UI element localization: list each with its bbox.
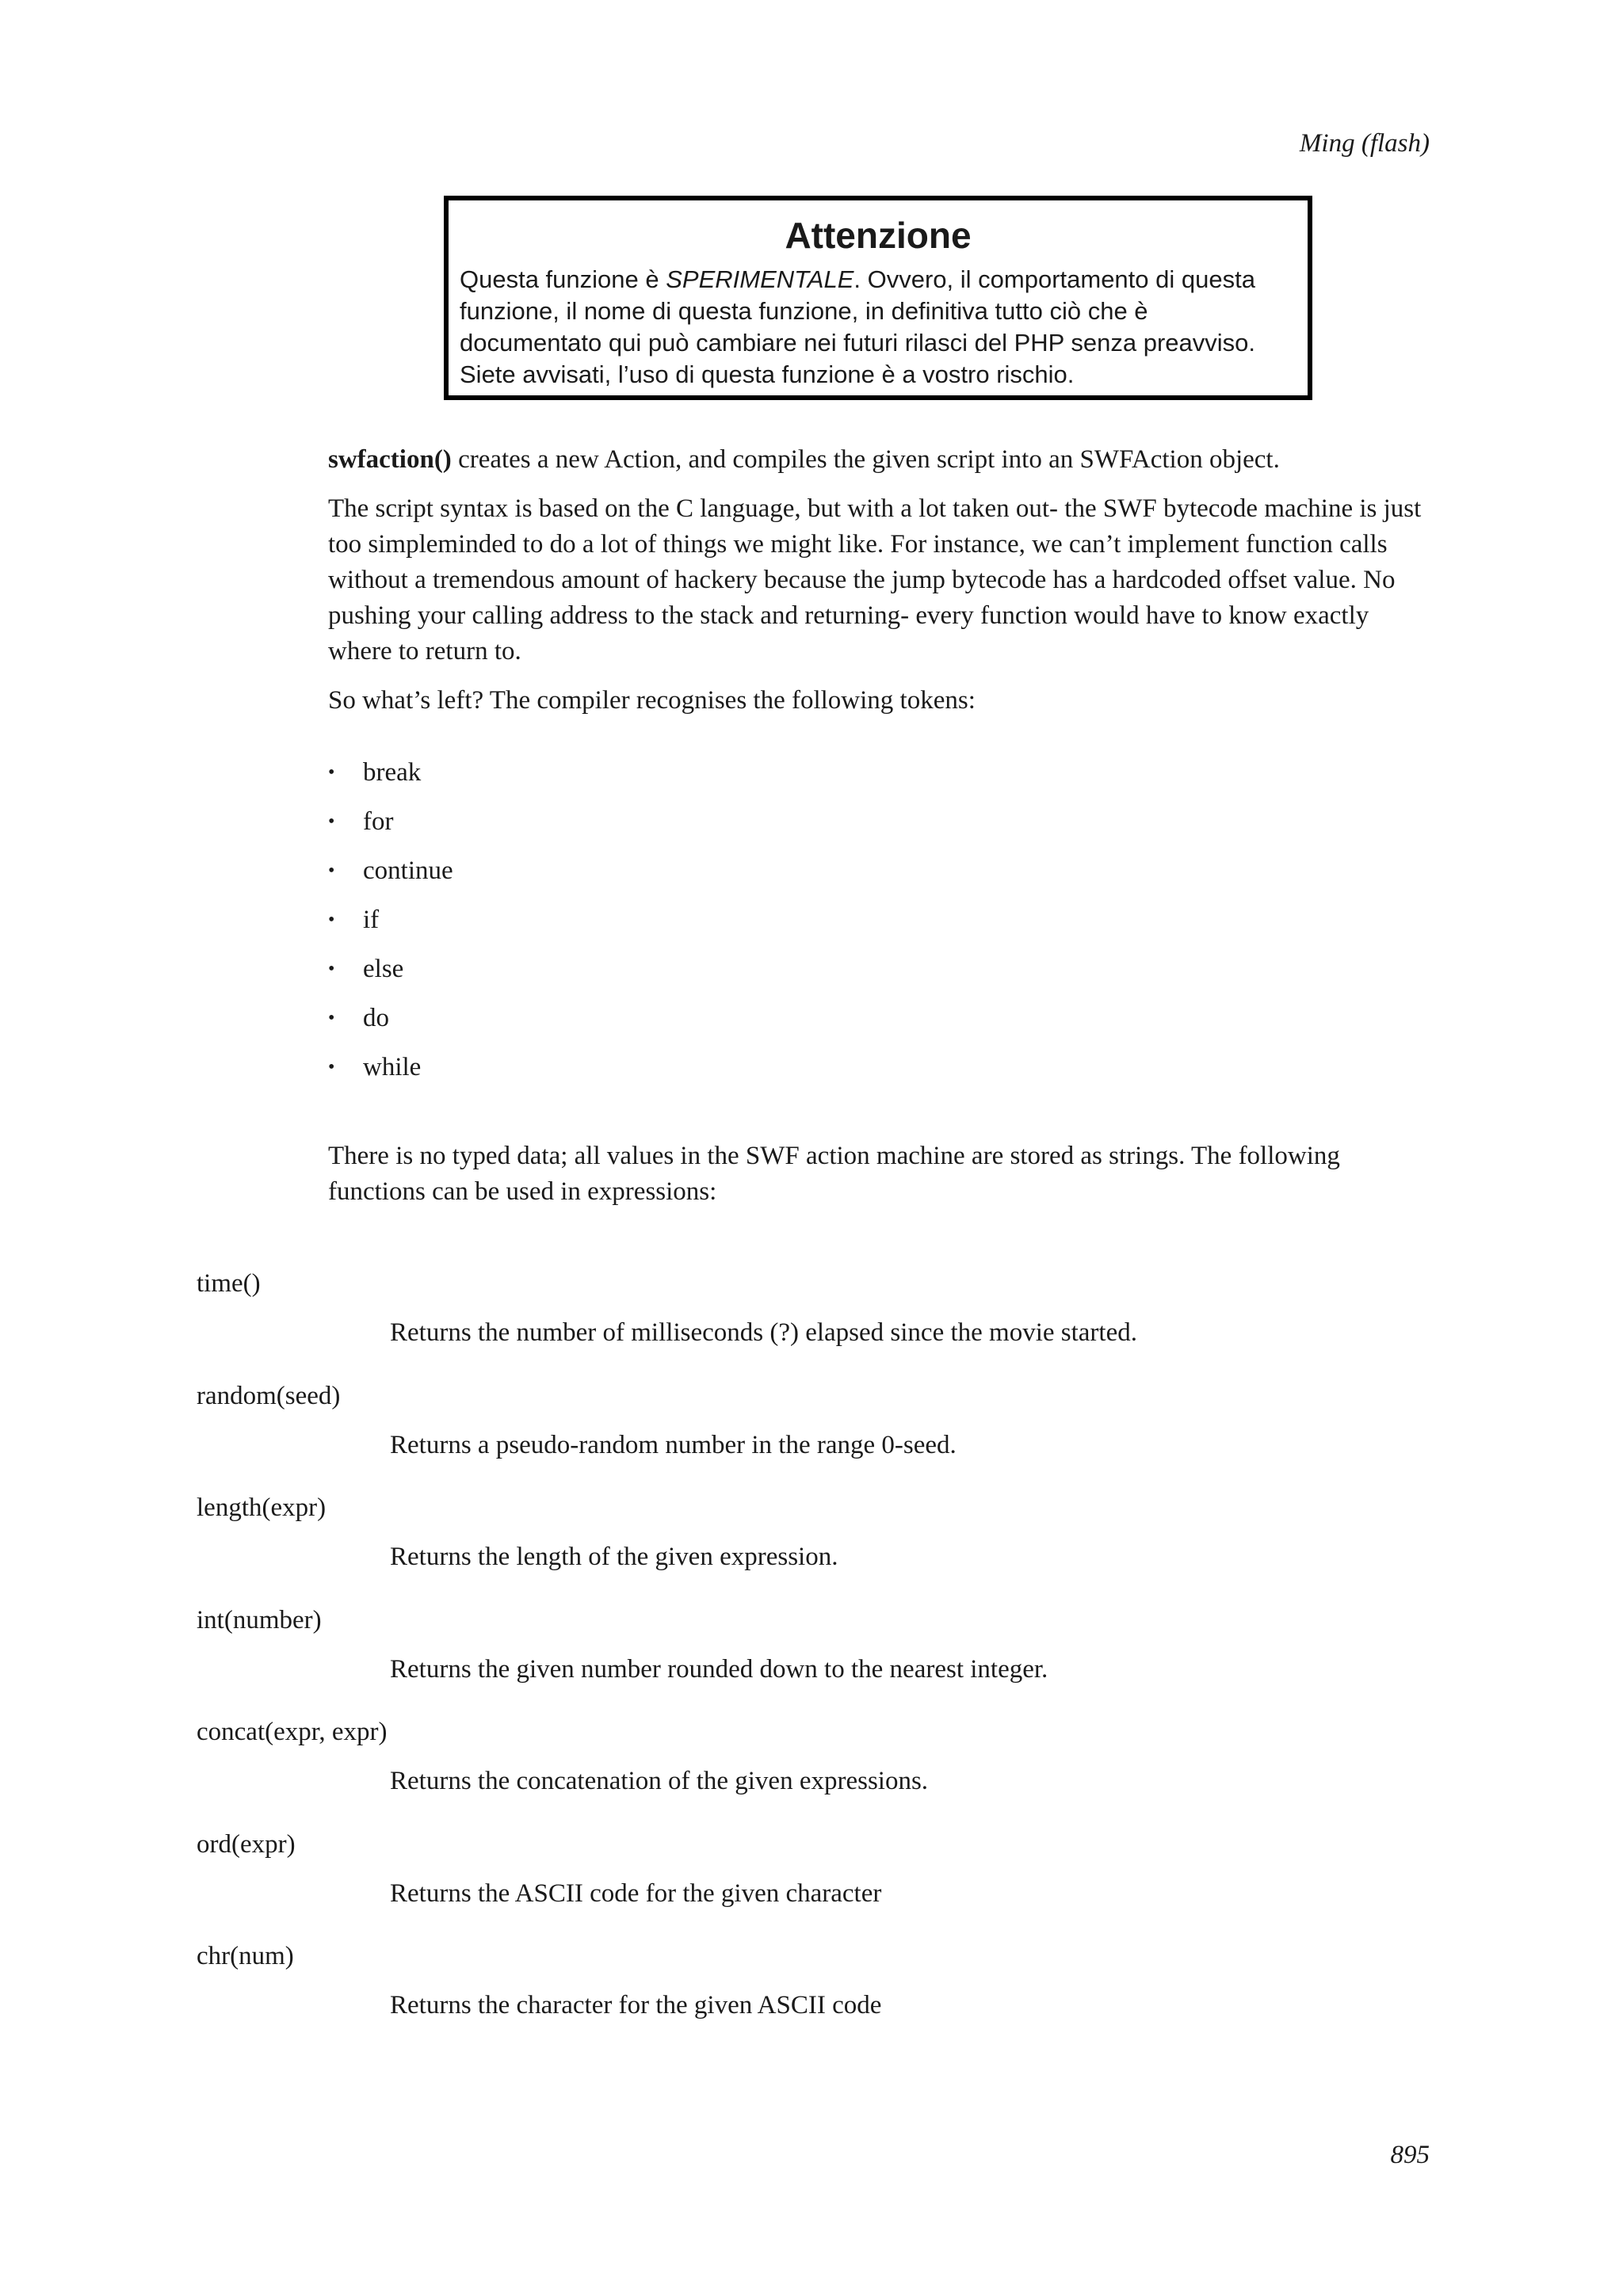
function-term: concat(expr, expr) <box>197 1718 388 1746</box>
function-description: Returns the concatenation of the given expressions. <box>390 1767 929 1795</box>
list-item: • do <box>328 1001 1430 1050</box>
warning-title: Attenzione <box>785 215 972 256</box>
function-description: Returns a pseudo-random number in the range 0-seed. <box>390 1430 957 1459</box>
function-entry <box>197 1827 1433 1939</box>
function-term: ord(expr) <box>197 1829 296 1859</box>
list-item: • if <box>328 902 1430 952</box>
function-entry <box>197 1490 1433 1603</box>
function-entry <box>197 1379 1433 1491</box>
function-entry <box>197 1939 1433 2051</box>
function-entry <box>197 1714 1433 1827</box>
list-item: • continue <box>328 853 1430 902</box>
list-item: • for <box>328 804 1430 853</box>
token-list <box>328 755 1430 1099</box>
running-header: Ming (flash) <box>1299 129 1430 158</box>
warning-emphasis: SPERIMENTALE <box>666 265 854 293</box>
function-list <box>197 1266 1433 2051</box>
function-term: length(expr) <box>197 1493 327 1522</box>
function-term: chr(num) <box>197 1942 294 1970</box>
typed-data-paragraph: There is no typed data; all values in the SWF action machine are stored as strings. The following functions can be used in expressions: <box>328 1142 1340 1206</box>
function-entry <box>197 1266 1433 1379</box>
warning-box <box>444 196 1312 400</box>
main-content <box>328 442 1430 1223</box>
intro-paragraph <box>328 442 1430 478</box>
list-item: • else <box>328 952 1430 1001</box>
function-summary: creates a new Action, and compiles the given script into an SWFAction object. <box>451 445 1280 474</box>
syntax-paragraph: The script syntax is based on the C language, but with a lot taken out- the SWF bytecode machine is just too simpleminded to do a lot of things we might like. For instance, we can’t implement function calls without a tremendous amount of hackery because the jump bytecode has a hardcoded offset value. No pushing your calling address to the stack and returning- every function would have to know exactly where to return to. <box>328 494 1422 666</box>
function-description: Returns the character for the given ASCII code <box>390 1991 882 2019</box>
function-term: random(seed) <box>197 1381 341 1410</box>
page-number: 895 <box>1390 2141 1430 2169</box>
function-term: int(number) <box>197 1605 322 1634</box>
list-item: • break <box>328 755 1430 804</box>
function-description: Returns the number of milliseconds (?) elapsed since the movie started. <box>390 1318 1137 1347</box>
function-description: Returns the ASCII code for the given character <box>390 1878 882 1908</box>
warning-text-before: Questa funzione è <box>460 265 666 293</box>
function-name: swfaction() <box>328 445 452 474</box>
warning-text-after: . Ovvero, il comportamento di questa funzione, il nome di questa funzione, in definitiva tutto ciò che è documentato qui può cambiare nei futuri rilasci del PHP senza preavviso. Siete avvisati, l’uso di questa funzione è a vostro rischio. <box>460 265 1256 388</box>
function-description: Returns the given number rounded down to the nearest integer. <box>390 1654 1048 1684</box>
function-entry <box>197 1603 1433 1715</box>
function-term: time() <box>197 1269 261 1298</box>
warning-text <box>460 264 1296 391</box>
list-item: • while <box>328 1050 1430 1099</box>
function-description: Returns the length of the given expression. <box>390 1543 838 1571</box>
tokens-intro-paragraph: So what’s left? The compiler recognises the following tokens: <box>328 686 976 715</box>
